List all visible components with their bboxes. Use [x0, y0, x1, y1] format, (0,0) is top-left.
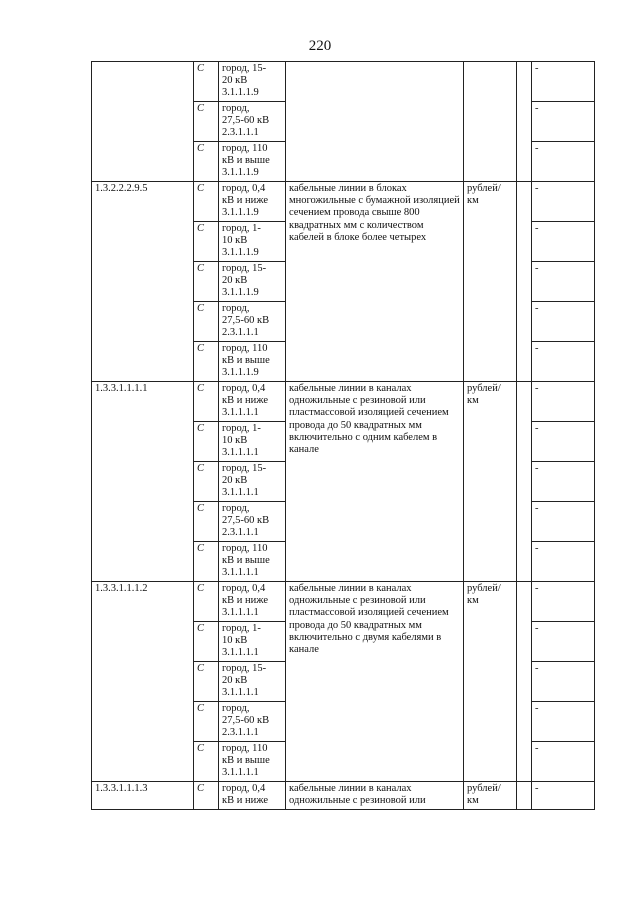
value-cell: - [532, 782, 595, 810]
empty-cell [517, 582, 532, 782]
empty-cell [517, 382, 532, 582]
description-cell [286, 62, 464, 182]
table-row [92, 182, 595, 222]
voltage-level-cell: город, 110 кВ и выше 3.1.1.1.9 [219, 342, 286, 382]
voltage-level-cell: город, 110 кВ и выше 3.1.1.1.9 [219, 142, 286, 182]
type-cell: С [194, 302, 219, 342]
description-cell: кабельные линии в каналах одножильные с резиновой или [286, 782, 464, 810]
type-cell: С [194, 182, 219, 222]
type-cell: С [194, 142, 219, 182]
type-cell: С [194, 742, 219, 782]
type-cell: С [194, 382, 219, 422]
voltage-level-cell: город, 1- 10 кВ 3.1.1.1.1 [219, 622, 286, 662]
unit-cell: рублей/ км [464, 182, 517, 382]
type-cell: С [194, 542, 219, 582]
type-cell: С [194, 702, 219, 742]
row-code-cell: 1.3.3.1.1.1.2 [92, 582, 194, 782]
voltage-level-cell: город, 1- 10 кВ 3.1.1.1.9 [219, 222, 286, 262]
unit-cell: рублей/ км [464, 382, 517, 582]
description-cell: кабельные линии в блоках многожильные с бумажной изоляцией сечением провода свыше 800 квадратных мм с количеством кабелей в блоке более четырех [286, 182, 464, 382]
type-cell: С [194, 102, 219, 142]
value-cell: - [532, 342, 595, 382]
value-cell: - [532, 182, 595, 222]
value-cell: - [532, 542, 595, 582]
voltage-level-cell: город, 0,4 кВ и ниже 3.1.1.1.9 [219, 182, 286, 222]
value-cell: - [532, 742, 595, 782]
value-cell: - [532, 222, 595, 262]
value-cell: - [532, 382, 595, 422]
row-code-cell [92, 62, 194, 182]
voltage-level-cell: город, 27,5-60 кВ 2.3.1.1.1 [219, 302, 286, 342]
type-cell: С [194, 222, 219, 262]
type-cell: С [194, 462, 219, 502]
value-cell: - [532, 502, 595, 542]
voltage-level-cell: город, 0,4 кВ и ниже 3.1.1.1.1 [219, 382, 286, 422]
voltage-level-cell: город, 15- 20 кВ 3.1.1.1.9 [219, 262, 286, 302]
tariff-table-body [92, 62, 595, 810]
unit-cell [464, 62, 517, 182]
voltage-level-cell: город, 27,5-60 кВ 2.3.1.1.1 [219, 102, 286, 142]
table-row [92, 62, 595, 102]
table-row [92, 582, 595, 622]
voltage-level-cell: город, 27,5-60 кВ 2.3.1.1.1 [219, 702, 286, 742]
value-cell: - [532, 582, 595, 622]
unit-cell: рублей/ км [464, 782, 517, 810]
value-cell: - [532, 62, 595, 102]
value-cell: - [532, 142, 595, 182]
description-cell: кабельные линии в каналах одножильные с резиновой или пластмассовой изоляцией сечением провода до 50 квадратных мм включительно с двумя кабелями в канале [286, 582, 464, 782]
empty-cell [517, 782, 532, 810]
type-cell: С [194, 342, 219, 382]
type-cell: С [194, 662, 219, 702]
row-code-cell: 1.3.3.1.1.1.1 [92, 382, 194, 582]
value-cell: - [532, 102, 595, 142]
page-number: 220 [308, 38, 332, 54]
row-code-cell: 1.3.2.2.2.9.5 [92, 182, 194, 382]
value-cell: - [532, 462, 595, 502]
type-cell: С [194, 62, 219, 102]
type-cell: С [194, 622, 219, 662]
type-cell: С [194, 582, 219, 622]
voltage-level-cell: город, 110 кВ и выше 3.1.1.1.1 [219, 542, 286, 582]
type-cell: С [194, 262, 219, 302]
value-cell: - [532, 662, 595, 702]
voltage-level-cell: город, 27,5-60 кВ 2.3.1.1.1 [219, 502, 286, 542]
value-cell: - [532, 702, 595, 742]
type-cell: С [194, 502, 219, 542]
voltage-level-cell: город, 0,4 кВ и ниже [219, 782, 286, 810]
voltage-level-cell: город, 110 кВ и выше 3.1.1.1.1 [219, 742, 286, 782]
type-cell: С [194, 422, 219, 462]
row-code-cell: 1.3.3.1.1.1.3 [92, 782, 194, 810]
empty-cell [517, 182, 532, 382]
description-cell: кабельные линии в каналах одножильные с резиновой или пластмассовой изоляцией сечением провода до 50 квадратных мм включительно с одним кабелем в канале [286, 382, 464, 582]
tariff-table [91, 61, 595, 810]
voltage-level-cell: город, 15- 20 кВ 3.1.1.1.1 [219, 462, 286, 502]
table-row [92, 382, 595, 422]
type-cell: С [194, 782, 219, 810]
empty-cell [517, 62, 532, 182]
voltage-level-cell: город, 15- 20 кВ 3.1.1.1.9 [219, 62, 286, 102]
value-cell: - [532, 262, 595, 302]
value-cell: - [532, 622, 595, 662]
voltage-level-cell: город, 0,4 кВ и ниже 3.1.1.1.1 [219, 582, 286, 622]
voltage-level-cell: город, 15- 20 кВ 3.1.1.1.1 [219, 662, 286, 702]
value-cell: - [532, 302, 595, 342]
voltage-level-cell: город, 1- 10 кВ 3.1.1.1.1 [219, 422, 286, 462]
unit-cell: рублей/ км [464, 582, 517, 782]
table-row [92, 782, 595, 810]
value-cell: - [532, 422, 595, 462]
